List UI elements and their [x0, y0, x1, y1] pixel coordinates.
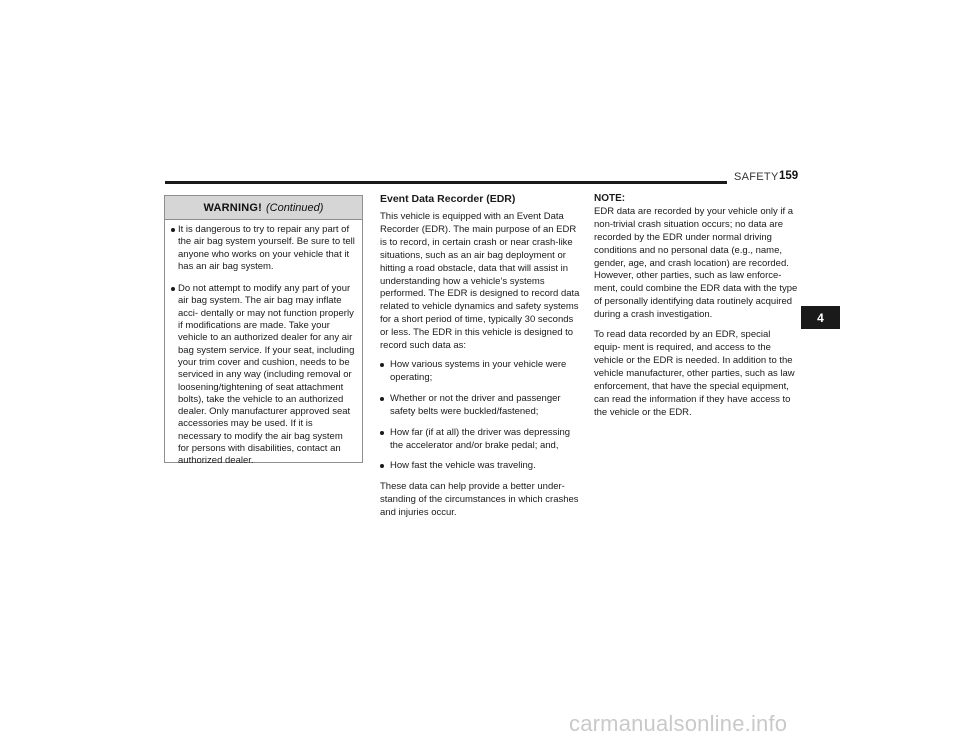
chapter-tab — [801, 306, 840, 329]
edr-intro: This vehicle is equipped with an Event Data Recorder (EDR). The main purpose of an EDR is to record, in certain crash or near crash-like situations, such as an air bag deployment or hitting a road obstacle, data that will assist in understanding how a vehicle’s systems performed. The EDR is designed to record data related to vehicle dynamics and safety systems for a short period of time, typically 30 seconds or less. The EDR in this vehicle is designed to record such data as: — [380, 211, 580, 352]
section-label: SAFETY — [734, 171, 779, 183]
edr-closing: These data can help provide a better under- standing of the circumstances in which crashes and injuries occur. — [380, 481, 579, 519]
bullet-icon — [380, 431, 384, 435]
edr-bullet — [380, 427, 580, 453]
edr-bullet — [380, 393, 580, 419]
bullet-icon — [171, 228, 175, 232]
warning-box — [164, 195, 363, 467]
edr-section — [380, 193, 580, 526]
edr-bullet-text: How fast the vehicle was traveling. — [390, 460, 536, 472]
note-label: NOTE: — [594, 193, 626, 204]
header-rule — [165, 181, 727, 184]
warning-bullet-text: Do not attempt to modify any part of your air bag system. The air bag may inflate acci- dentally or may not function properly if modifications are made. Take your vehicle to an authorized dealer for any air bag system service. If your seat, including your trim cover and cushion, needs to be serviced in any way (including removal or loosening/tightening of seat attachment bolts), take the vehicle to an authorized dealer. Only manufacturer approved seat accessories may be used. If it is necessary to modify the air bag system for persons with disabilities, contact an authorized dealer. — [178, 283, 355, 467]
watermark: carmanualsonline.info — [569, 711, 788, 736]
warning-bullet — [165, 224, 356, 273]
note-paragraph-2: To read data recorded by an EDR, special equip- ment is required, and access to the vehicle or the EDR is needed. In addition to the vehicle manufacturer, other parties, such as law enforcement, that have the special equipment, can read the information if they have access to the vehicle or the EDR. — [594, 329, 795, 418]
warning-subtitle: (Continued) — [265, 201, 324, 214]
edr-heading: Event Data Recorder (EDR) — [380, 193, 516, 205]
warning-bullet — [165, 283, 356, 467]
edr-bullet-text: Whether or not the driver and passenger safety belts were buckled/fastened; — [390, 392, 561, 417]
edr-bullet — [380, 359, 580, 385]
edr-bullet-text: How various systems in your vehicle were operating; — [390, 358, 567, 383]
warning-body — [165, 220, 362, 468]
warning-header — [165, 196, 362, 220]
bullet-icon — [171, 287, 175, 291]
page-number: 159 — [779, 170, 799, 182]
note-section — [594, 193, 798, 426]
warning-title: WARNING! — [203, 201, 262, 214]
warning-bullet-text: It is dangerous to try to repair any part of the air bag system yourself. Be sure to tell anyone who works on your vehicle that it has an air bag system. — [178, 224, 355, 272]
chapter-tab-label: 4 — [817, 310, 824, 325]
bullet-icon — [380, 464, 384, 468]
note-text: EDR data are recorded by your vehicle only if a non-trivial crash situation occurs; no data are recorded by the EDR under normal driving conditions and no personal data (e.g., name, gender, age, and crash location) are recorded. However, other parties, such as law enforce- ment, could combine the EDR data with the type of personally identifying data routinely acquired during a crash investigation. — [594, 205, 798, 321]
edr-bullet-text: How far (if at all) the driver was depressing the accelerator and/or brake pedal; and, — [390, 426, 571, 451]
bullet-icon — [380, 363, 384, 367]
edr-bullet — [380, 460, 580, 473]
bullet-icon — [380, 397, 384, 401]
